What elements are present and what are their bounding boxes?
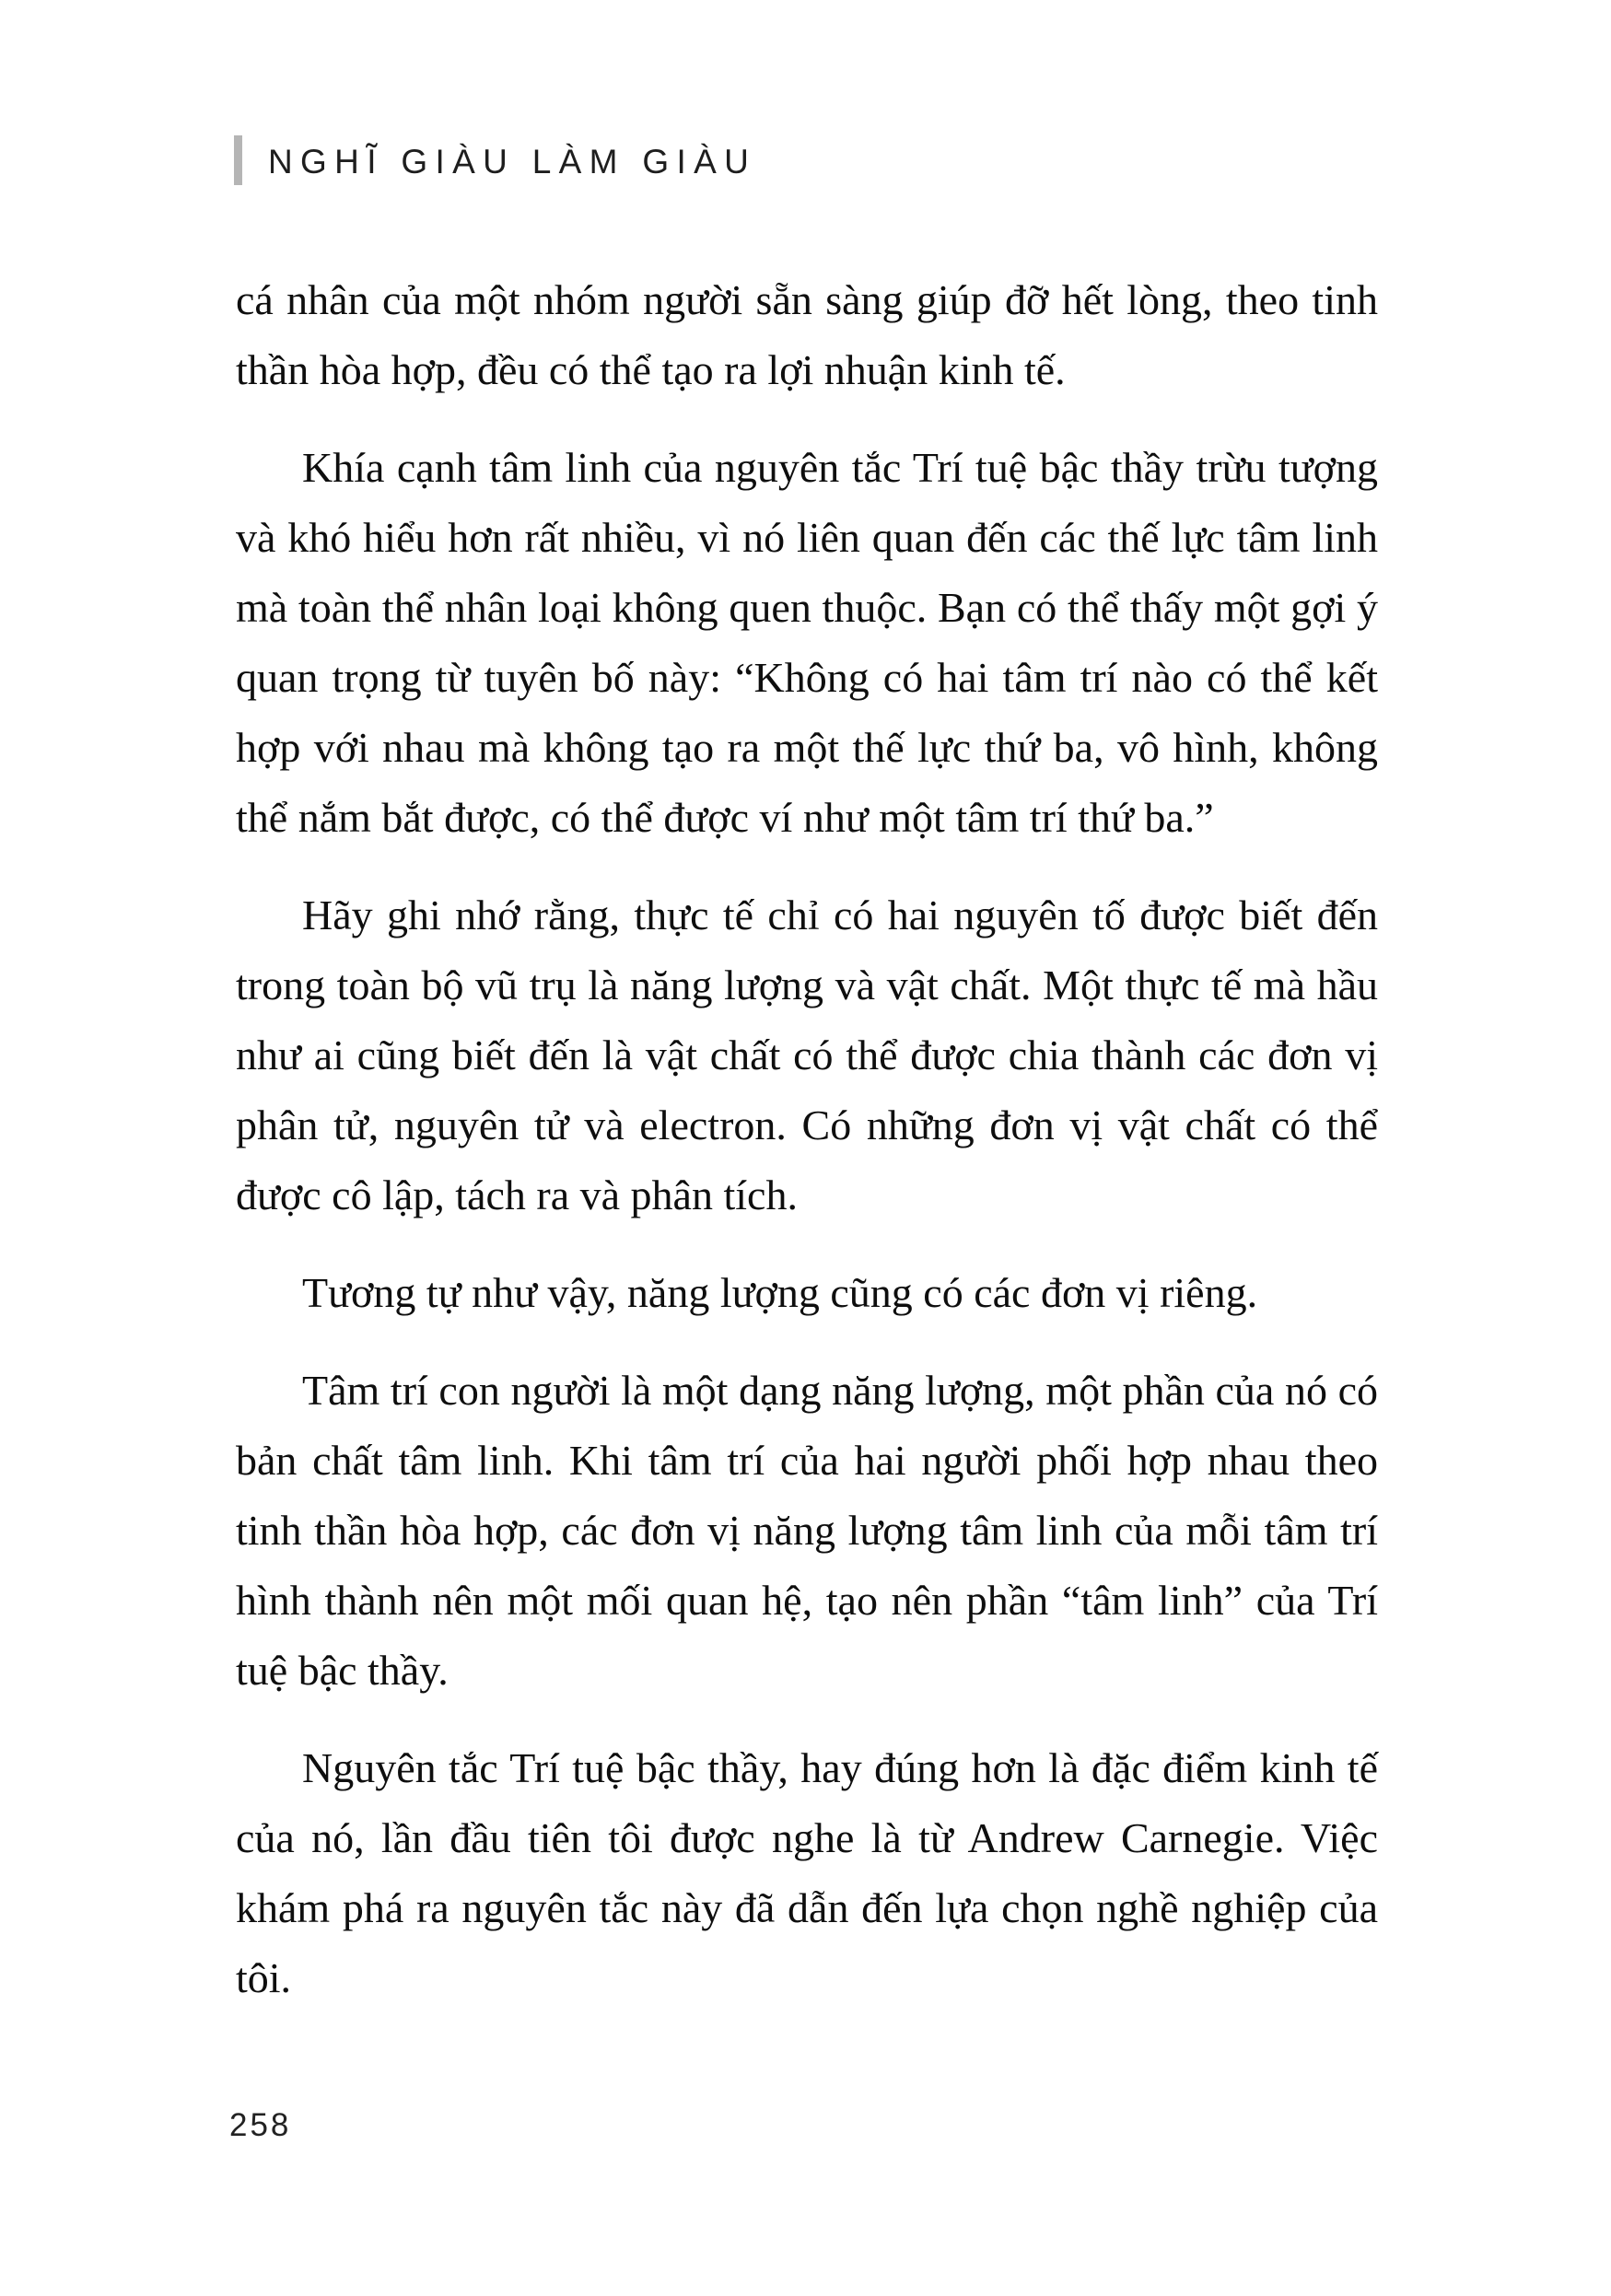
paragraph: Tâm trí con người là một dạng năng lượng, một phần của nó có bản chất tâm linh. Khi tâm trí của hai người phối hợp nhau theo tinh thần hòa hợp, các đơn vị năng lượng tâm linh của mỗi tâm trí hình thành nên một mối quan hệ, tạo nên phần “tâm linh” của Trí tuệ bậc thầy.: [236, 1367, 1378, 1694]
paragraph: Hãy ghi nhớ rằng, thực tế chỉ có hai nguyên tố được biết đến trong toàn bộ vũ trụ là năng lượng và vật chất. Một thực tế mà hầu như ai cũng biết đến là vật chất có thể được chia thành các đơn vị phân tử, nguyên tử và electron. Có những đơn vị vật chất có thể được cô lập, tách ra và phân tích.: [236, 892, 1378, 1218]
header-accent-bar: [234, 135, 242, 185]
paragraph: Tương tự như vậy, năng lượng cũng có các đơn vị riêng.: [302, 1269, 1258, 1316]
running-header-title: NGHĨ GIÀU LÀM GIÀU: [268, 143, 757, 181]
paragraph: Khía cạnh tâm linh của nguyên tắc Trí tuệ bậc thầy trừu tượng và khó hiểu hơn rất nhiều, vì nó liên quan đến các thế lực tâm linh mà toàn thể nhân loại không quen thuộc. Bạn có thể thấy một gợi ý quan trọng từ tuyên bố này: “Không có hai tâm trí nào có thể kết hợp với nhau mà không tạo ra một thế lực thứ ba, vô hình, không thể nắm bắt được, có thể được ví như một tâm trí thứ ba.”: [236, 444, 1378, 841]
page-footer: [229, 2107, 291, 2144]
paragraph: Nguyên tắc Trí tuệ bậc thầy, hay đúng hơn là đặc điểm kinh tế của nó, lần đầu tiên tôi được nghe là từ Andrew Carnegie. Việc khám phá ra nguyên tắc này đã dẫn đến lựa chọn nghề nghiệp của tôi.: [236, 1744, 1378, 2001]
page-number: 258: [229, 2107, 292, 2143]
page-body: [236, 265, 1378, 2013]
paragraph: cá nhân của một nhóm người sẵn sàng giúp đỡ hết lòng, theo tinh thần hòa hợp, đều có thể tạo ra lợi nhuận kinh tế.: [236, 276, 1378, 393]
running-header: [234, 135, 756, 185]
